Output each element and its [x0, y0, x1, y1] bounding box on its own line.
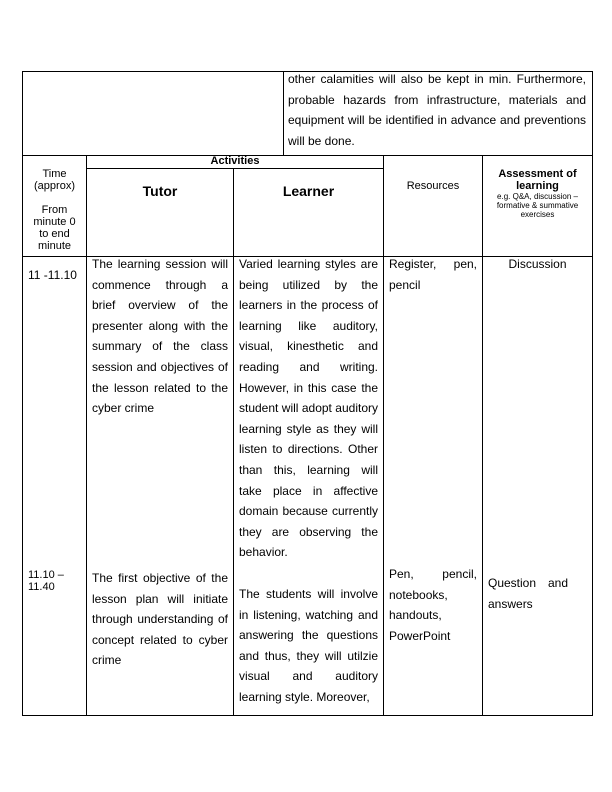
row1-learner: Varied learning styles are being utilized by the learners in the process of learning like auditory, visual, kinesthetic and reading and writing. However, in this case the student will adopt auditory learning style as they will listen to directions. Other than this, learning will take place in affective domain because currently they are observing the behavior.	[239, 257, 378, 560]
activities-line	[86, 168, 384, 169]
row1-assessment: Discussion	[508, 257, 567, 271]
row1-time: 11 -11.10	[28, 268, 77, 282]
row2-learner: The students will involve in listening, watching and answering the questions and thus, they will utilzie visual and auditory learning style. Moreover,	[239, 587, 378, 704]
header-assessment	[483, 168, 592, 219]
top-row-divider	[283, 71, 284, 155]
row2-assessment: Question and answers	[488, 576, 568, 611]
col-line-time	[86, 155, 87, 716]
header-learner: Learner	[282, 183, 335, 199]
header-tutor: Tutor	[142, 183, 178, 199]
header-assessment-title: Assessment of learning	[498, 168, 577, 192]
row2-resources: Pen, pencil, notebooks, handouts, PowerPoint	[389, 567, 477, 643]
top-row-text: other calamities will also be kept in min. Furthermore, probable hazards from infrastructure, materials and equipment will be identified in advance and preventions will be done.	[288, 72, 586, 148]
header-time-label: Time	[42, 168, 67, 180]
header-activities: Activities	[210, 155, 260, 167]
table-border-bottom	[22, 715, 593, 716]
row1-tutor: The learning session will commence through a brief overview of the presenter along with the summary of the class session and objectives of the lesson related to the cyber crime	[92, 257, 228, 416]
header-time-range: From minute 0 to end minute	[33, 204, 76, 252]
col-line-resources	[482, 155, 483, 716]
row2-tutor: The first objective of the lesson plan will initiate through understanding of concept related to cyber crime	[92, 571, 228, 668]
header-time	[23, 168, 86, 252]
col-line-learner	[383, 155, 384, 716]
header-time-approx: (approx)	[34, 180, 75, 192]
table-border-right	[592, 71, 593, 716]
col-line-tutor	[233, 168, 234, 716]
row1-resources: Register, pen, pencil	[389, 257, 477, 292]
header-assessment-subtitle: e.g. Q&A, discussion – formative & summative exercises	[496, 192, 579, 219]
header-resources: Resources	[406, 180, 460, 192]
row2-time: 11.10 – 11.40	[28, 569, 64, 593]
